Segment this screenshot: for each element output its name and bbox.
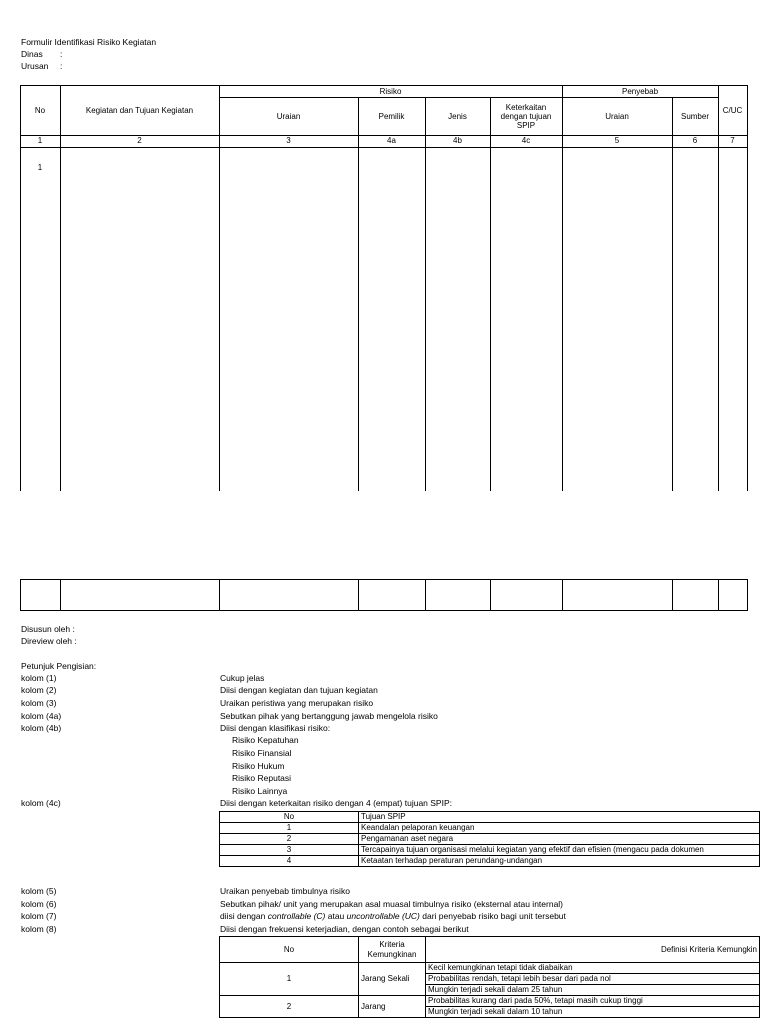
kolom-1-label: kolom (1) bbox=[21, 673, 57, 683]
kolom-7-label: kolom (7) bbox=[21, 911, 57, 921]
header-pemilik: Pemilik bbox=[378, 111, 405, 121]
kolom-4b-text: Diisi dengan klasifikasi risiko: bbox=[220, 723, 331, 733]
kolom-8-label: kolom (8) bbox=[21, 924, 57, 934]
kolom-6-label: kolom (6) bbox=[21, 899, 57, 909]
header-group-risiko: Risiko bbox=[379, 86, 402, 96]
spip-row-no: 2 bbox=[220, 834, 359, 845]
spip-header-no: No bbox=[220, 812, 359, 823]
kolom-8-text: Diisi dengan frekuensi keterjadian, dengan contoh sebagai berikut bbox=[220, 924, 469, 934]
freq-row-kriteria: Jarang Sekali bbox=[359, 963, 426, 996]
column-number: 2 bbox=[137, 136, 142, 145]
kolom-4c-label: kolom (4c) bbox=[21, 798, 61, 808]
spip-table bbox=[219, 811, 760, 867]
instructions-title: Petunjuk Pengisian: bbox=[21, 661, 97, 671]
spip-row-text: Pengamanan aset negara bbox=[359, 834, 760, 845]
kolom-3-label: kolom (3) bbox=[21, 698, 57, 708]
table-row bbox=[220, 996, 760, 1007]
freq-header-kriteria-line2: Kemungkinan bbox=[367, 949, 417, 959]
risk-class-item: Risiko Hukum bbox=[232, 761, 285, 771]
risk-class-item: Risiko Kepatuhan bbox=[232, 735, 299, 745]
table-row bbox=[220, 845, 760, 856]
spip-row-no: 3 bbox=[220, 845, 359, 856]
kolom-2-label: kolom (2) bbox=[21, 685, 57, 695]
kolom-7-text-post: dari penyebab risiko bagi unit tersebut bbox=[419, 911, 566, 921]
header-keterkaitan bbox=[490, 97, 562, 135]
column-number: 6 bbox=[692, 136, 698, 145]
freq-row-definisi: Kecil kemungkinan tetapi tidak diabaikan bbox=[426, 963, 760, 974]
kolom-5-text: Uraikan penyebab timbulnya risiko bbox=[220, 886, 350, 896]
kolom-7-uncontrollable: uncontrollable (UC) bbox=[346, 911, 420, 921]
dinas-colon: : bbox=[60, 49, 63, 59]
risk-class-item: Risiko Finansial bbox=[232, 748, 292, 758]
header-keterkaitan-line3: SPIP bbox=[516, 120, 536, 130]
dinas-label: Dinas bbox=[21, 49, 43, 59]
column-number: 1 bbox=[37, 136, 43, 145]
kolom-5-label: kolom (5) bbox=[21, 886, 57, 896]
risk-class-item: Risiko Reputasi bbox=[232, 773, 292, 783]
table-row bbox=[220, 963, 760, 974]
kolom-4a-text: Sebutkan pihak yang bertanggung jawab mengelola risiko bbox=[220, 711, 438, 721]
table-row bbox=[220, 834, 760, 845]
urusan-label: Urusan bbox=[21, 61, 49, 71]
header-jenis: Jenis bbox=[448, 111, 467, 121]
kolom-3-text: Uraikan peristiwa yang merupakan risiko bbox=[220, 698, 374, 708]
freq-row-definisi: Probabilitas rendah, tetapi lebih besar dari pada nol bbox=[426, 974, 760, 985]
header-group-penyebab: Penyebab bbox=[621, 86, 659, 96]
header-sumber: Sumber bbox=[680, 111, 709, 121]
table-row bbox=[220, 823, 760, 834]
column-number: 4b bbox=[453, 136, 462, 145]
spip-row-no: 1 bbox=[220, 823, 359, 834]
freq-header-definisi: Definisi Kriteria Kemungkin bbox=[426, 937, 760, 963]
spip-row-text: Keandalan pelaporan keuangan bbox=[359, 823, 760, 834]
form-title: Formulir Identifikasi Risiko Kegiatan bbox=[21, 37, 157, 47]
column-number: 4c bbox=[521, 136, 531, 145]
header-cuc: C/UC bbox=[722, 105, 743, 115]
direview-oleh: Direview oleh : bbox=[21, 636, 77, 646]
kolom-7-controllable: controllable (C) bbox=[267, 911, 326, 921]
column-number: 5 bbox=[614, 136, 620, 145]
urusan-colon: : bbox=[60, 61, 63, 71]
table-row bbox=[220, 812, 760, 823]
spip-row-text: Ketaatan terhadap peraturan perundang-undangan bbox=[359, 856, 760, 867]
freq-header-no: No bbox=[220, 937, 359, 963]
column-number: 4a bbox=[387, 136, 396, 145]
freq-row-definisi: Probabilitas kurang dari pada 50%, tetapi masih cukup tinggi bbox=[426, 996, 760, 1007]
row-number: 1 bbox=[37, 163, 43, 172]
kolom-7-text-mid: atau bbox=[325, 911, 347, 921]
spip-row-no: 4 bbox=[220, 856, 359, 867]
freq-row-definisi: Mungkin terjadi sekali dalam 25 tahun bbox=[426, 985, 760, 996]
header-penyebab-uraian: Uraian bbox=[605, 111, 629, 121]
table-row bbox=[220, 856, 760, 867]
table-row bbox=[220, 937, 760, 963]
kolom-7-text-pre: diisi dengan bbox=[220, 911, 268, 921]
freq-header-kriteria bbox=[359, 937, 426, 963]
header-kegiatan: Kegiatan dan Tujuan Kegiatan bbox=[85, 105, 194, 115]
column-number: 3 bbox=[286, 136, 291, 145]
kolom-4b-label: kolom (4b) bbox=[21, 723, 62, 733]
header-risiko-uraian: Uraian bbox=[276, 111, 301, 121]
freq-row-no: 1 bbox=[220, 963, 359, 996]
kolom-7-text bbox=[220, 911, 566, 922]
freq-row-definisi: Mungkin terjadi sekali dalam 10 tahun bbox=[426, 1007, 760, 1018]
freq-header-kriteria-line1: Kriteria bbox=[379, 939, 405, 949]
frequency-table bbox=[219, 936, 760, 1018]
risk-class-item: Risiko Lainnya bbox=[232, 786, 288, 796]
kolom-1-text: Cukup jelas bbox=[220, 673, 265, 683]
spip-row-text: Tercapainya tujuan organisasi melalui kegiatan yang efektif dan efisien (mengacu pada dokumen bbox=[359, 845, 760, 856]
header-keterkaitan-line1: Keterkaitan bbox=[505, 102, 547, 112]
kolom-6-text: Sebutkan pihak/ unit yang merupakan asal muasal timbulnya risiko (eksternal atau internal) bbox=[220, 899, 564, 909]
disusun-oleh: Disusun oleh : bbox=[21, 624, 75, 634]
spip-header-tujuan: Tujuan SPIP bbox=[359, 812, 760, 823]
freq-row-kriteria: Jarang bbox=[359, 996, 426, 1018]
kolom-4c-text: Diisi dengan keterkaitan risiko dengan 4 (empat) tujuan SPIP: bbox=[220, 798, 452, 808]
column-number: 7 bbox=[730, 136, 735, 145]
header-no: No bbox=[34, 105, 46, 115]
kolom-2-text: Diisi dengan kegiatan dan tujuan kegiatan bbox=[220, 685, 378, 695]
freq-row-no: 2 bbox=[220, 996, 359, 1018]
header-keterkaitan-line2: dengan tujuan bbox=[500, 111, 552, 121]
kolom-4a-label: kolom (4a) bbox=[21, 711, 62, 721]
